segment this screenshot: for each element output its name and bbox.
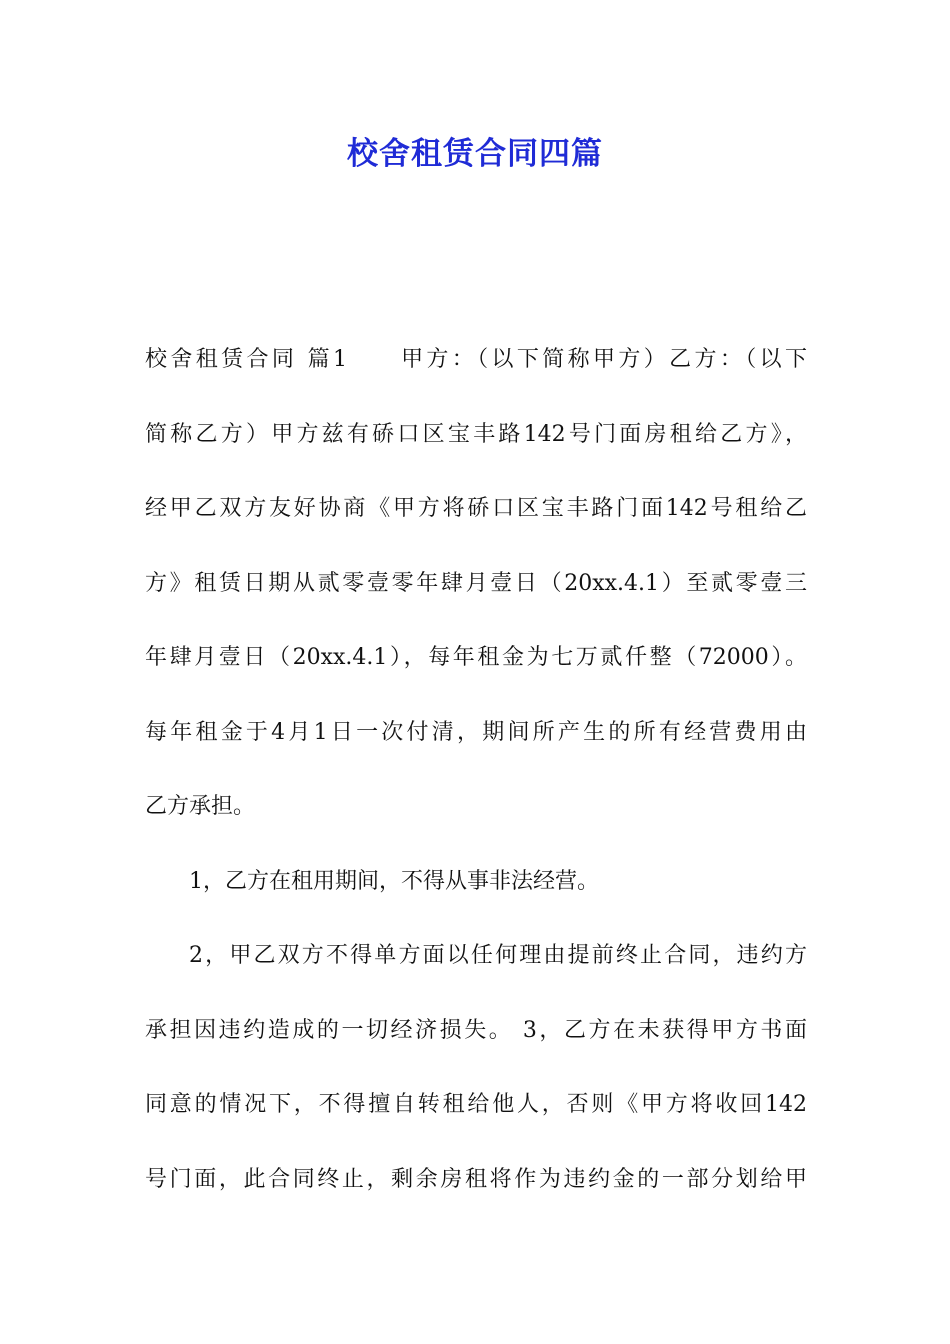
body-line: 乙方承担。	[145, 794, 256, 819]
body-line: 承担因违约造成的一切经济损失。 3，乙方在未获得甲方书面	[145, 1017, 807, 1043]
body-line-clause-1: 1，乙方在租用期间，不得从事非法经营。	[189, 868, 599, 894]
body-line: 方》租赁日期从贰零壹零年肆月壹日（20xx.4.1）至贰零壹三	[145, 570, 807, 596]
body-line: 同意的情况下，不得擅自转租给他人，否则《甲方将收回142	[145, 1092, 807, 1117]
body-line-clause-2: 2，甲乙双方不得单方面以任何理由提前终止合同，违约方	[189, 943, 807, 968]
body-line: 简称乙方）甲方兹有硚口区宝丰路142号门面房租给乙方》，	[145, 421, 807, 447]
document-title: 校舍租赁合同四篇	[347, 136, 603, 172]
body-line: 校舍租赁合同 篇1 甲方：（以下简称甲方）乙方：（以下	[145, 347, 807, 372]
document-body	[145, 339, 807, 1233]
body-line: 年肆月壹日（20xx.4.1），每年租金为七万贰仟整（72000）。	[145, 645, 807, 670]
body-line: 经甲乙双方友好协商《甲方将硚口区宝丰路门面142号租给乙	[145, 496, 807, 521]
body-line: 号门面，此合同终止，剩余房租将作为违约金的一部分划给甲	[145, 1166, 807, 1192]
body-line: 每年租金于4月1日一次付清，期间所产生的所有经营费用由	[145, 719, 807, 745]
